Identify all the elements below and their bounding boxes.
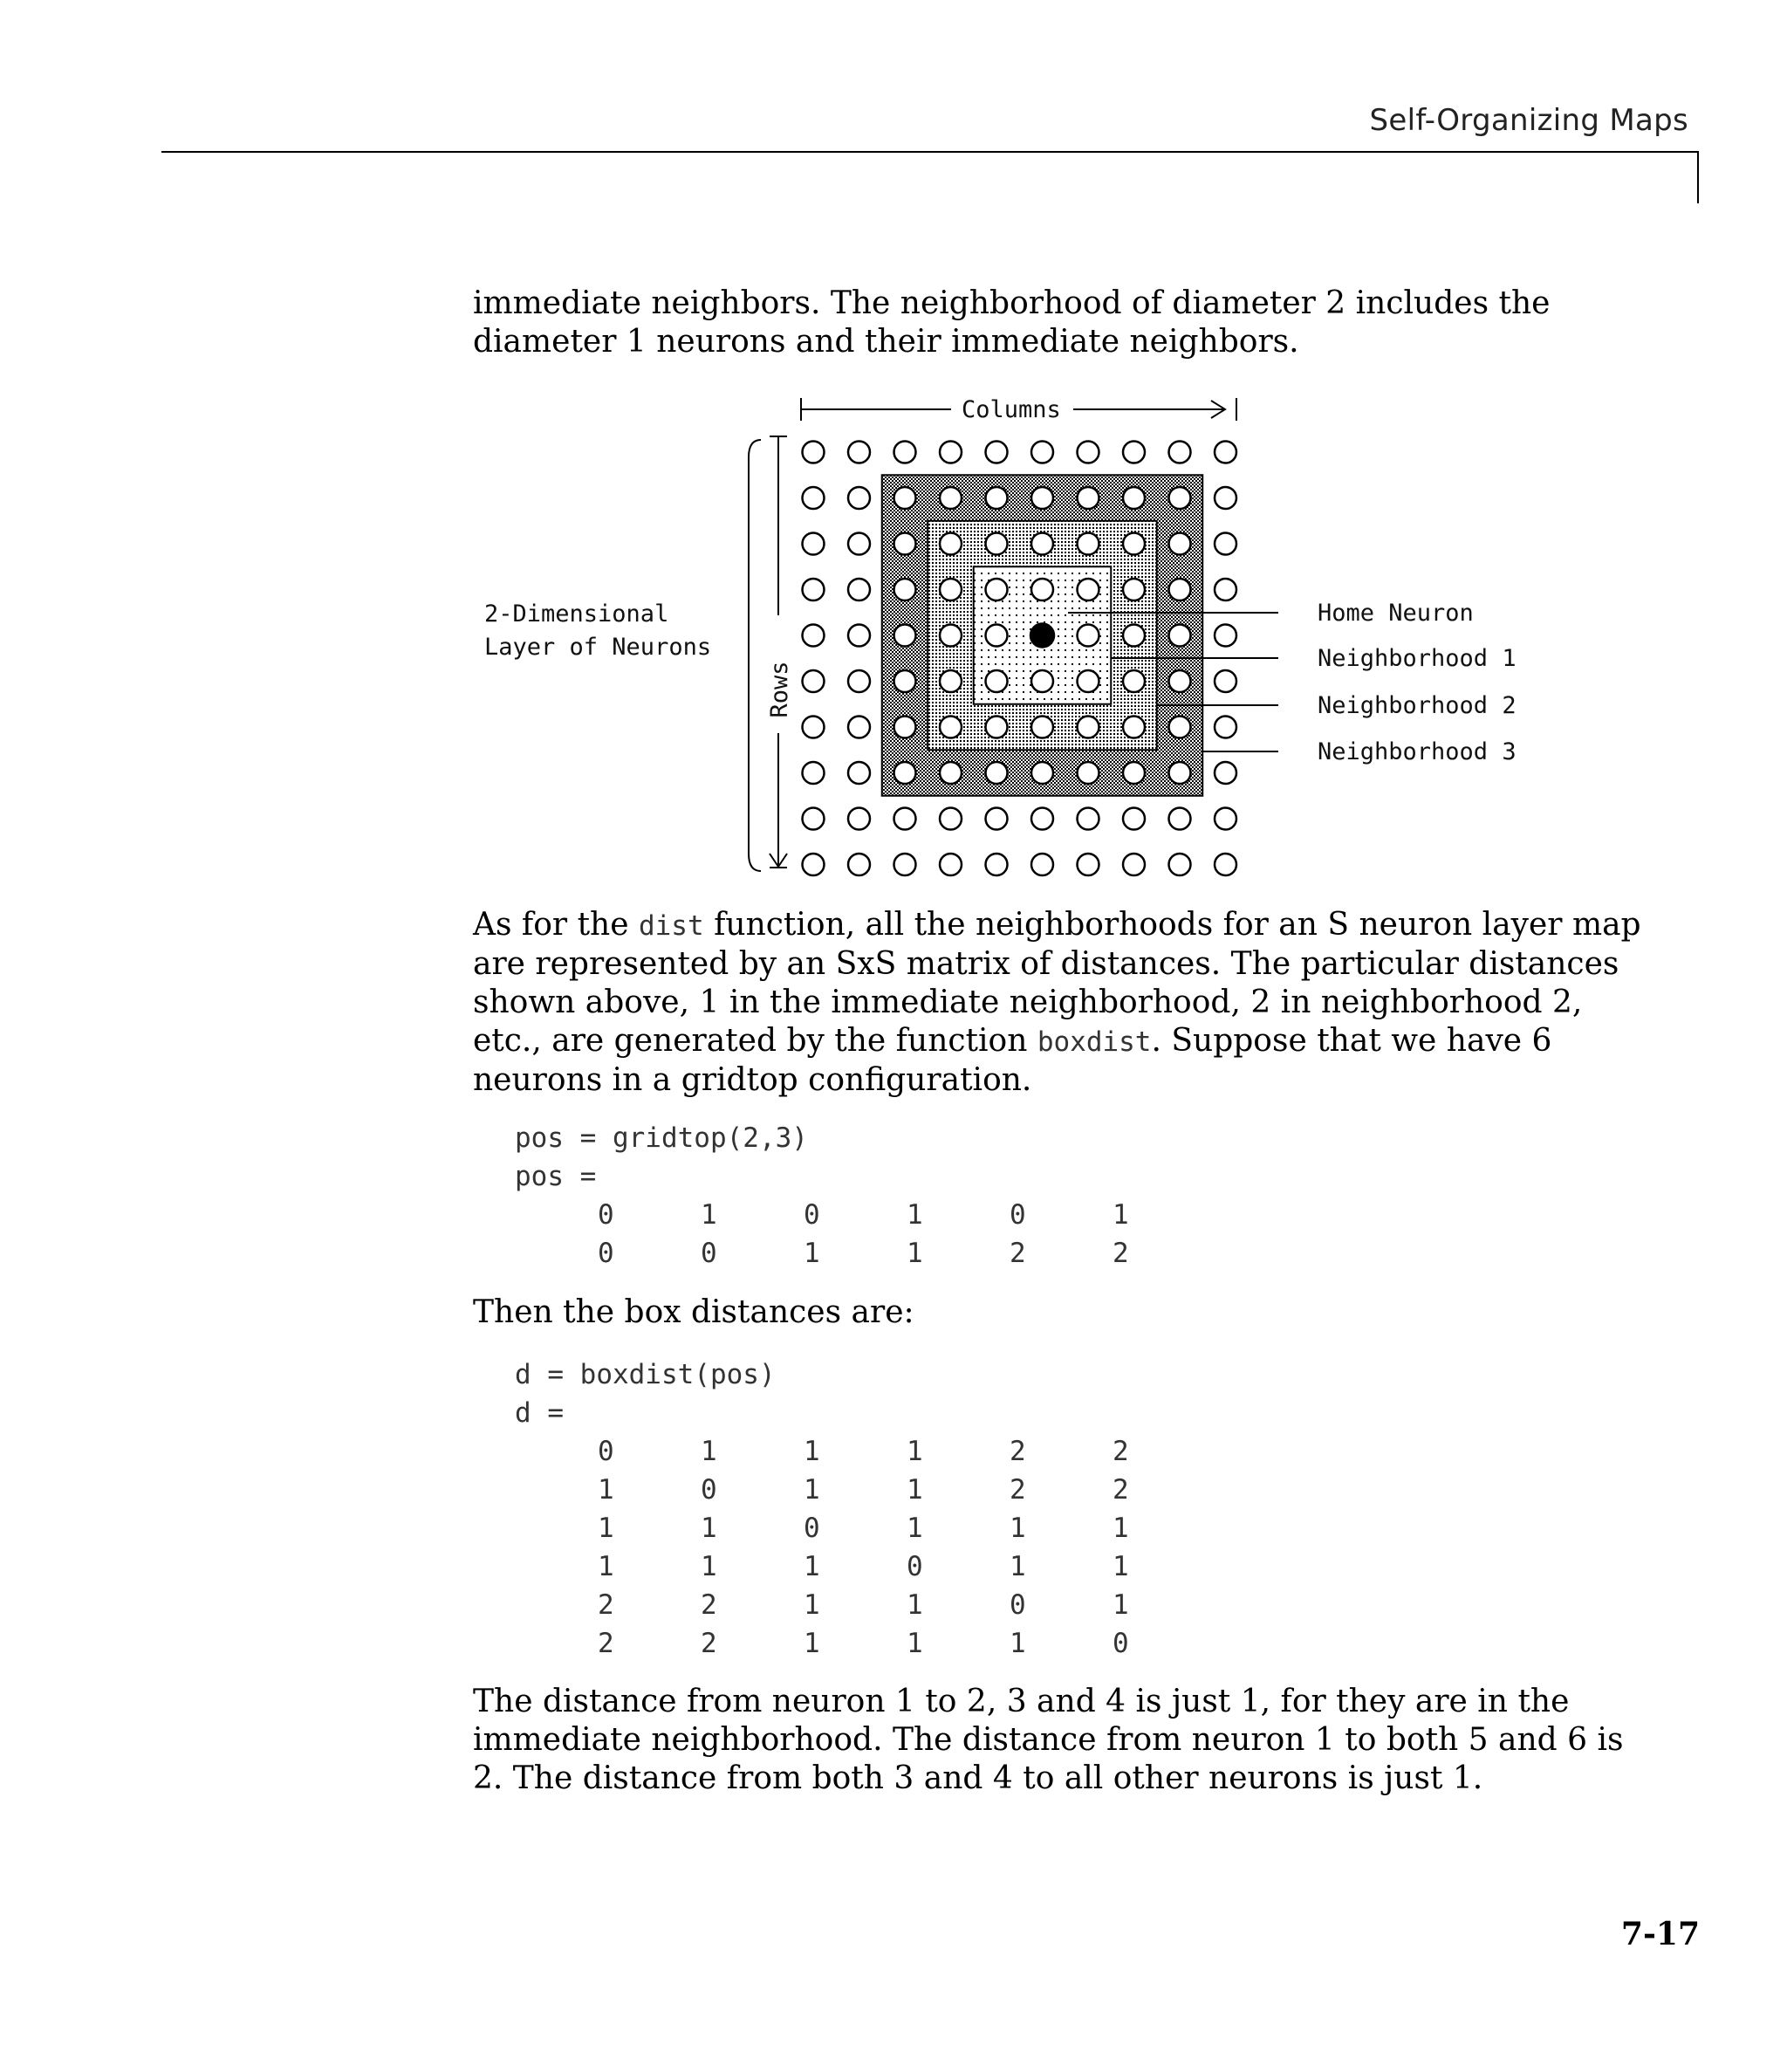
neuron xyxy=(1169,533,1191,555)
neuron xyxy=(894,625,916,647)
neuron xyxy=(986,487,1008,509)
neuron xyxy=(894,670,916,692)
neuron xyxy=(986,442,1008,463)
neuron xyxy=(1078,670,1099,692)
matrix-cell: 1 xyxy=(907,1513,923,1544)
matrix-cell: 1 xyxy=(701,1436,717,1467)
neuron xyxy=(1215,625,1236,647)
legend-neighborhood-2: Neighborhood 2 xyxy=(1318,692,1517,719)
neuron xyxy=(1031,442,1053,463)
matrix-cell: 1 xyxy=(907,1628,923,1659)
columns-label: Columns xyxy=(962,396,1061,423)
neuron xyxy=(1215,762,1236,784)
neuron xyxy=(803,808,825,830)
neuron xyxy=(1031,717,1053,738)
neuron xyxy=(1169,579,1191,600)
neuron xyxy=(894,579,916,600)
neuron xyxy=(848,442,870,463)
neuron xyxy=(1078,762,1099,784)
neuron xyxy=(803,717,825,738)
neuron xyxy=(986,533,1008,555)
inline-code-boxdist: boxdist xyxy=(1037,1026,1152,1058)
paragraph-dist-part2: function, all the neighborhoods for an S neuron layer map are represented by an SxS matrix of distances. The particular distances shown above, 1 in the immediate neighborhood, 2 in neighborhood 2, etc., are generated by the function xyxy=(473,907,1641,1059)
matrix-cell: 0 xyxy=(1010,1199,1026,1231)
neuron xyxy=(848,625,870,647)
matrix-cell: 1 xyxy=(1113,1551,1129,1582)
matrix-cell: 0 xyxy=(907,1551,923,1582)
matrix-row xyxy=(515,1509,1215,1547)
neuron xyxy=(1123,625,1145,647)
code-line: pos = xyxy=(515,1161,597,1192)
matrix-row xyxy=(515,1547,1215,1586)
matrix-cell: 1 xyxy=(804,1551,820,1582)
matrix-cell: 0 xyxy=(1113,1628,1129,1659)
code-line: d = boxdist(pos) xyxy=(515,1359,776,1390)
matrix-cell: 1 xyxy=(1010,1628,1026,1659)
matrix-cell: 1 xyxy=(804,1474,820,1506)
home-neuron xyxy=(1030,624,1054,648)
neuron xyxy=(1215,442,1236,463)
rows-label: Rows xyxy=(766,661,793,718)
matrix-cell: 0 xyxy=(701,1238,717,1269)
neuron xyxy=(1078,717,1099,738)
neuron xyxy=(1031,762,1053,784)
neuron xyxy=(940,762,962,784)
matrix-cell: 2 xyxy=(1010,1238,1026,1269)
layer-label-line1: 2-Dimensional xyxy=(484,600,669,628)
matrix-cell: 1 xyxy=(598,1474,614,1506)
neuron xyxy=(940,625,962,647)
paragraph-conclusion: The distance from neuron 1 to 2, 3 and 4 is just 1, for they are in the immediate neighborhood. The distance from neuron 1 to both 5 and 6 is 2. The distance from both 3 and 4 to all other neurons is just 1. xyxy=(473,1684,1624,1796)
neuron xyxy=(940,442,962,463)
code-block-gridtop xyxy=(515,1119,1215,1273)
matrix-cell: 1 xyxy=(598,1551,614,1582)
neuron xyxy=(803,670,825,692)
neuron xyxy=(940,854,962,875)
neuron xyxy=(1031,487,1053,509)
paragraph-intro: immediate neighbors. The neighborhood of diameter 2 includes the diameter 1 neurons and their immediate neighbors. xyxy=(473,285,1551,360)
matrix-row xyxy=(515,1586,1215,1624)
neuron xyxy=(803,854,825,875)
neuron xyxy=(1215,487,1236,509)
matrix-cell: 1 xyxy=(1010,1551,1026,1582)
paragraph-dist-part3: . Suppose that we have 6 neurons in a gridtop configuration. xyxy=(473,1023,1552,1098)
neuron xyxy=(803,579,825,600)
code-line: pos = gridtop(2,3) xyxy=(515,1122,808,1154)
matrix-cell: 1 xyxy=(804,1238,820,1269)
neuron xyxy=(1123,762,1145,784)
matrix-cell: 0 xyxy=(804,1513,820,1544)
matrix-cell: 0 xyxy=(598,1436,614,1467)
neuron xyxy=(1215,808,1236,830)
neuron xyxy=(848,717,870,738)
matrix-cell: 2 xyxy=(1113,1474,1129,1506)
neuron xyxy=(1078,533,1099,555)
neuron xyxy=(1078,808,1099,830)
paragraph-dist xyxy=(473,906,1642,1100)
neuron xyxy=(848,579,870,600)
matrix-cell: 1 xyxy=(701,1551,717,1582)
matrix-cell: 1 xyxy=(701,1513,717,1544)
neuron xyxy=(940,533,962,555)
neuron xyxy=(1169,762,1191,784)
neuron xyxy=(848,670,870,692)
matrix-cell: 2 xyxy=(598,1628,614,1659)
pos-matrix xyxy=(515,1196,1215,1273)
neuron xyxy=(1123,533,1145,555)
neuron xyxy=(848,854,870,875)
neuron xyxy=(986,579,1008,600)
matrix-cell: 2 xyxy=(1113,1238,1129,1269)
neuron xyxy=(940,670,962,692)
neuron xyxy=(1169,670,1191,692)
neuron xyxy=(1078,625,1099,647)
matrix-cell: 1 xyxy=(907,1474,923,1506)
neuron xyxy=(986,762,1008,784)
neuron xyxy=(1123,808,1145,830)
neuron xyxy=(1078,487,1099,509)
neighborhood-diagram xyxy=(471,384,1562,890)
matrix-cell: 2 xyxy=(1113,1436,1129,1467)
matrix-row xyxy=(515,1196,1215,1234)
layer-label-line2: Layer of Neurons xyxy=(484,634,712,661)
matrix-cell: 1 xyxy=(907,1589,923,1621)
neighborhood-figure xyxy=(471,384,1562,890)
neuron xyxy=(940,579,962,600)
neuron xyxy=(1215,533,1236,555)
paragraph-box-distances: Then the box distances are: xyxy=(473,1294,914,1330)
neuron xyxy=(894,442,916,463)
neuron xyxy=(803,442,825,463)
layer-brace xyxy=(749,440,761,871)
neuron xyxy=(1123,442,1145,463)
neuron xyxy=(1123,854,1145,875)
neuron xyxy=(848,762,870,784)
neuron xyxy=(1215,717,1236,738)
neuron xyxy=(986,670,1008,692)
matrix-cell: 2 xyxy=(1010,1436,1026,1467)
neuron xyxy=(1215,670,1236,692)
neuron xyxy=(1123,579,1145,600)
legend-neighborhood-1: Neighborhood 1 xyxy=(1318,645,1517,672)
matrix-cell: 0 xyxy=(598,1238,614,1269)
matrix-cell: 1 xyxy=(1113,1589,1129,1621)
neuron xyxy=(1078,579,1099,600)
matrix-cell: 2 xyxy=(701,1628,717,1659)
neuron xyxy=(1031,854,1053,875)
matrix-cell: 1 xyxy=(804,1628,820,1659)
neuron xyxy=(1123,670,1145,692)
code-block-boxdist xyxy=(515,1355,1215,1663)
neuron xyxy=(1031,533,1053,555)
neuron xyxy=(1169,487,1191,509)
neuron xyxy=(986,625,1008,647)
neuron xyxy=(940,487,962,509)
matrix-cell: 1 xyxy=(1113,1513,1129,1544)
neuron xyxy=(1031,670,1053,692)
legend-neighborhood-3: Neighborhood 3 xyxy=(1318,738,1517,765)
matrix-cell: 1 xyxy=(1010,1513,1026,1544)
matrix-cell: 1 xyxy=(701,1199,717,1231)
matrix-cell: 0 xyxy=(804,1199,820,1231)
matrix-cell: 0 xyxy=(598,1199,614,1231)
matrix-cell: 2 xyxy=(598,1589,614,1621)
neuron xyxy=(1031,579,1053,600)
neuron xyxy=(1169,442,1191,463)
neuron xyxy=(1169,808,1191,830)
matrix-cell: 1 xyxy=(804,1436,820,1467)
neuron xyxy=(1123,487,1145,509)
neuron xyxy=(894,808,916,830)
neuron xyxy=(803,762,825,784)
neuron xyxy=(1078,442,1099,463)
neuron xyxy=(894,717,916,738)
neuron xyxy=(894,533,916,555)
neuron xyxy=(1123,717,1145,738)
neuron xyxy=(894,854,916,875)
neuron xyxy=(1169,625,1191,647)
matrix-row xyxy=(515,1432,1215,1471)
distance-matrix xyxy=(515,1432,1215,1663)
neuron xyxy=(1215,579,1236,600)
neuron xyxy=(803,533,825,555)
matrix-cell: 1 xyxy=(1113,1199,1129,1231)
neuron xyxy=(1169,854,1191,875)
neuron xyxy=(940,717,962,738)
matrix-cell: 1 xyxy=(907,1199,923,1231)
neuron xyxy=(848,533,870,555)
matrix-cell: 2 xyxy=(701,1589,717,1621)
matrix-cell: 1 xyxy=(907,1436,923,1467)
matrix-cell: 0 xyxy=(701,1474,717,1506)
page-number: 7-17 xyxy=(1620,1916,1700,1952)
neuron xyxy=(1078,854,1099,875)
neuron xyxy=(986,854,1008,875)
code-line: d = xyxy=(515,1397,564,1429)
matrix-cell: 2 xyxy=(1010,1474,1026,1506)
paragraph-dist-part1: As for the xyxy=(473,907,639,943)
header-rule-tick xyxy=(1697,151,1699,203)
neuron xyxy=(1169,717,1191,738)
neuron xyxy=(986,808,1008,830)
neuron xyxy=(1031,808,1053,830)
neuron xyxy=(1215,854,1236,875)
neuron xyxy=(986,717,1008,738)
neuron xyxy=(848,808,870,830)
neuron xyxy=(803,487,825,509)
matrix-cell: 0 xyxy=(1010,1589,1026,1621)
neuron xyxy=(894,762,916,784)
matrix-row xyxy=(515,1234,1215,1273)
matrix-row xyxy=(515,1471,1215,1509)
running-header: Self-Organizing Maps xyxy=(1369,103,1688,138)
inline-code-dist: dist xyxy=(638,910,704,942)
neuron xyxy=(848,487,870,509)
legend-home-neuron: Home Neuron xyxy=(1318,600,1474,627)
neuron xyxy=(894,487,916,509)
neuron xyxy=(940,808,962,830)
matrix-cell: 1 xyxy=(907,1238,923,1269)
matrix-cell: 1 xyxy=(804,1589,820,1621)
matrix-row xyxy=(515,1624,1215,1663)
header-rule xyxy=(161,151,1699,153)
neuron xyxy=(803,625,825,647)
matrix-cell: 1 xyxy=(598,1513,614,1544)
